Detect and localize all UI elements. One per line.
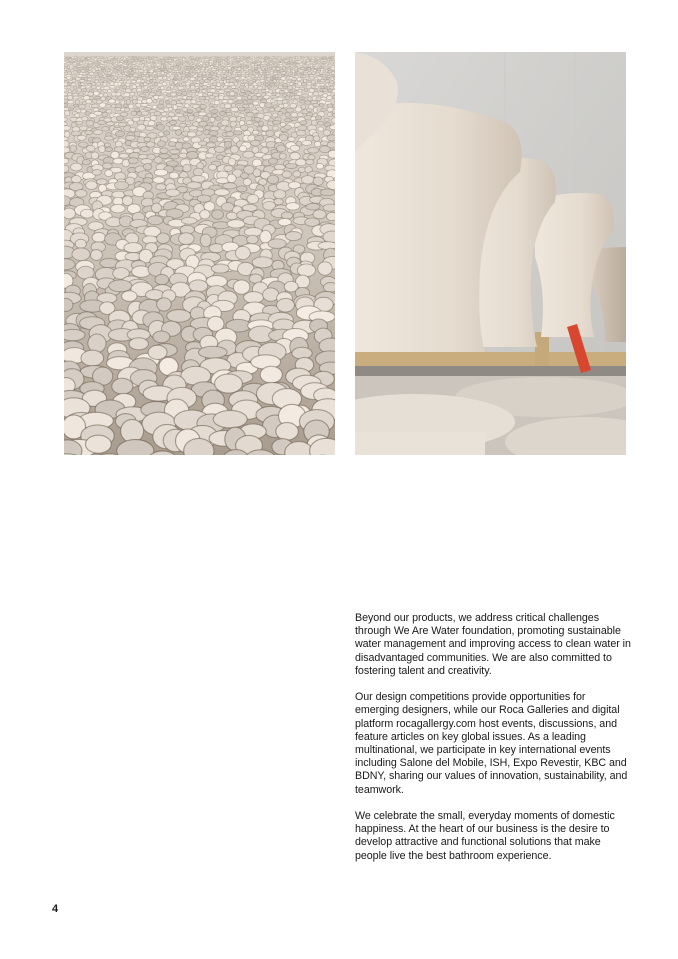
body-copy [355, 612, 631, 876]
paragraph-we-are-water: Beyond our products, we address critical challenges through We Are Water foundation, promoting sustainable water management and improving access to clean water in disadvantaged communities. We are also committed to fostering talent and creativity. [355, 612, 631, 677]
paragraph-design-competitions: Our design competitions provide opportunities for emerging designers, while our Roca Galleries and digital platform rocagallergy.com host events, discussions, and feature articles on key global issues. As a leading multinational, we participate in key international events including Salone del Mobile, ISH, Expo Revestir, KBC and BDNY, sharing our values of innovation, sustainability, and teamwork. [355, 691, 628, 796]
ceramic-toilets-photo [355, 52, 626, 455]
paragraph-domestic-happiness: We celebrate the small, everyday moments of domestic happiness. At the heart of our business is the desire to develop attractive and functional solutions that make people live the best bathroom experience. [355, 810, 615, 862]
page-number: 4 [52, 903, 59, 915]
pebbles-photo [64, 52, 335, 455]
